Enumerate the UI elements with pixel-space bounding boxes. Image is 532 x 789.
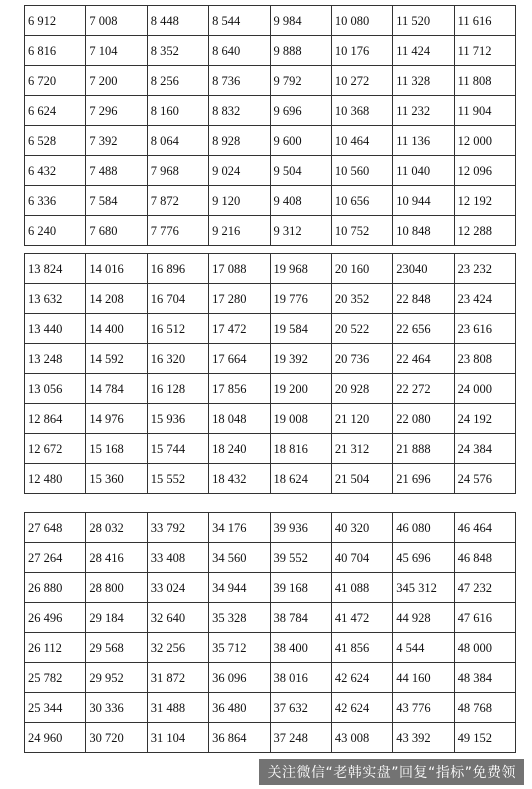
table-cell: 15 936 <box>147 404 208 434</box>
table-cell: 12 864 <box>25 404 86 434</box>
table-cell: 32 256 <box>147 633 208 663</box>
table-cell: 9 408 <box>270 186 331 216</box>
table-cell: 8 352 <box>147 36 208 66</box>
table-cell: 39 552 <box>270 543 331 573</box>
table-cell: 45 696 <box>393 543 454 573</box>
table-cell: 22 272 <box>393 374 454 404</box>
table-cell: 16 320 <box>147 344 208 374</box>
table-cell: 8 832 <box>209 96 270 126</box>
table-cell: 16 128 <box>147 374 208 404</box>
table-cell: 34 560 <box>209 543 270 573</box>
table-row <box>25 284 516 314</box>
table-cell: 41 088 <box>331 573 392 603</box>
table-cell: 18 432 <box>209 464 270 494</box>
table-cell: 14 400 <box>86 314 147 344</box>
table-cell: 33 792 <box>147 513 208 543</box>
table-cell: 30 336 <box>86 693 147 723</box>
table-cell: 38 784 <box>270 603 331 633</box>
table-cell: 23 808 <box>454 344 515 374</box>
table-cell: 17 472 <box>209 314 270 344</box>
table-cell: 21 504 <box>331 464 392 494</box>
table-row <box>25 543 516 573</box>
table-cell: 29 568 <box>86 633 147 663</box>
table-cell: 44 160 <box>393 663 454 693</box>
table-row <box>25 513 516 543</box>
table-cell: 40 320 <box>331 513 392 543</box>
table-cell: 29 184 <box>86 603 147 633</box>
table-cell: 8 256 <box>147 66 208 96</box>
table-cell: 46 080 <box>393 513 454 543</box>
table-cell: 22 080 <box>393 404 454 434</box>
table-cell: 6 432 <box>25 156 86 186</box>
table-cell: 43 392 <box>393 723 454 753</box>
table-cell: 36 864 <box>209 723 270 753</box>
table-cell: 41 856 <box>331 633 392 663</box>
table-cell: 43 008 <box>331 723 392 753</box>
table-cell: 10 176 <box>331 36 392 66</box>
table-cell: 33 024 <box>147 573 208 603</box>
table-row <box>25 663 516 693</box>
table-cell: 36 096 <box>209 663 270 693</box>
table-cell: 6 240 <box>25 216 86 246</box>
number-table-3 <box>24 512 516 753</box>
table-cell: 48 768 <box>454 693 515 723</box>
table-cell: 18 624 <box>270 464 331 494</box>
table-cell: 42 624 <box>331 663 392 693</box>
table-row <box>25 6 516 36</box>
table-cell: 21 888 <box>393 434 454 464</box>
table-cell: 38 016 <box>270 663 331 693</box>
table-cell: 19 008 <box>270 404 331 434</box>
table-row <box>25 404 516 434</box>
table-cell: 31 488 <box>147 693 208 723</box>
table-cell: 14 784 <box>86 374 147 404</box>
table-cell: 42 624 <box>331 693 392 723</box>
table-cell: 7 200 <box>86 66 147 96</box>
table-cell: 9 792 <box>270 66 331 96</box>
table-cell: 16 512 <box>147 314 208 344</box>
table-row <box>25 374 516 404</box>
table-cell: 14 016 <box>86 254 147 284</box>
table-cell: 9 312 <box>270 216 331 246</box>
table-cell: 9 504 <box>270 156 331 186</box>
table-cell: 6 720 <box>25 66 86 96</box>
table-cell: 17 664 <box>209 344 270 374</box>
table-cell: 18 816 <box>270 434 331 464</box>
table-cell: 30 720 <box>86 723 147 753</box>
table-cell: 22 848 <box>393 284 454 314</box>
table-cell: 23040 <box>393 254 454 284</box>
table-cell: 6 816 <box>25 36 86 66</box>
table-cell: 7 872 <box>147 186 208 216</box>
table-cell: 21 696 <box>393 464 454 494</box>
table-cell: 11 136 <box>393 126 454 156</box>
table-cell: 18 240 <box>209 434 270 464</box>
table-row <box>25 156 516 186</box>
table-cell: 24 576 <box>454 464 515 494</box>
table-cell: 25 344 <box>25 693 86 723</box>
table-cell: 37 632 <box>270 693 331 723</box>
table-cell: 47 616 <box>454 603 515 633</box>
table-cell: 12 000 <box>454 126 515 156</box>
table-cell: 15 360 <box>86 464 147 494</box>
table-row <box>25 464 516 494</box>
table-cell: 7 968 <box>147 156 208 186</box>
table-row <box>25 66 516 96</box>
table-cell: 35 712 <box>209 633 270 663</box>
table-cell: 17 856 <box>209 374 270 404</box>
table-cell: 8 928 <box>209 126 270 156</box>
table-row <box>25 126 516 156</box>
table-cell: 8 640 <box>209 36 270 66</box>
table-cell: 16 704 <box>147 284 208 314</box>
number-table-1 <box>24 5 516 246</box>
table-cell: 8 448 <box>147 6 208 36</box>
table-cell: 24 192 <box>454 404 515 434</box>
table-row <box>25 693 516 723</box>
table-cell: 10 752 <box>331 216 392 246</box>
table-cell: 11 328 <box>393 66 454 96</box>
table-cell: 41 472 <box>331 603 392 633</box>
table-cell: 10 272 <box>331 66 392 96</box>
table-cell: 49 152 <box>454 723 515 753</box>
table-cell: 43 776 <box>393 693 454 723</box>
table-cell: 11 712 <box>454 36 515 66</box>
table-cell: 10 944 <box>393 186 454 216</box>
table-cell: 34 176 <box>209 513 270 543</box>
table-cell: 18 048 <box>209 404 270 434</box>
table-cell: 23 616 <box>454 314 515 344</box>
table-row <box>25 254 516 284</box>
table-cell: 10 848 <box>393 216 454 246</box>
table-row <box>25 96 516 126</box>
table-cell: 7 584 <box>86 186 147 216</box>
table-cell: 29 952 <box>86 663 147 693</box>
table-cell: 32 640 <box>147 603 208 633</box>
table-cell: 38 400 <box>270 633 331 663</box>
table-cell: 37 248 <box>270 723 331 753</box>
table-cell: 28 800 <box>86 573 147 603</box>
table-cell: 10 560 <box>331 156 392 186</box>
table-cell: 26 880 <box>25 573 86 603</box>
table-cell: 13 248 <box>25 344 86 374</box>
table-cell: 15 552 <box>147 464 208 494</box>
table-cell: 12 096 <box>454 156 515 186</box>
table-cell: 9 888 <box>270 36 331 66</box>
table-cell: 13 632 <box>25 284 86 314</box>
table-cell: 8 064 <box>147 126 208 156</box>
table-cell: 6 528 <box>25 126 86 156</box>
table-cell: 23 232 <box>454 254 515 284</box>
table-cell: 24 384 <box>454 434 515 464</box>
table-cell: 17 088 <box>209 254 270 284</box>
table-cell: 21 312 <box>331 434 392 464</box>
table-cell: 11 904 <box>454 96 515 126</box>
table-row <box>25 434 516 464</box>
table-cell: 27 648 <box>25 513 86 543</box>
table-cell: 19 200 <box>270 374 331 404</box>
table-row <box>25 186 516 216</box>
table-cell: 14 208 <box>86 284 147 314</box>
table-row <box>25 36 516 66</box>
table-cell: 14 592 <box>86 344 147 374</box>
table-cell: 13 440 <box>25 314 86 344</box>
table-cell: 39 936 <box>270 513 331 543</box>
table-row <box>25 573 516 603</box>
table-cell: 20 160 <box>331 254 392 284</box>
table-cell: 12 192 <box>454 186 515 216</box>
table-cell: 36 480 <box>209 693 270 723</box>
table-cell: 20 352 <box>331 284 392 314</box>
table-cell: 23 424 <box>454 284 515 314</box>
table-cell: 8 160 <box>147 96 208 126</box>
table-cell: 17 280 <box>209 284 270 314</box>
table-cell: 19 392 <box>270 344 331 374</box>
table-cell: 12 288 <box>454 216 515 246</box>
table-cell: 10 080 <box>331 6 392 36</box>
table-cell: 13 824 <box>25 254 86 284</box>
table-cell: 9 696 <box>270 96 331 126</box>
table-cell: 7 104 <box>86 36 147 66</box>
table-cell: 47 232 <box>454 573 515 603</box>
table-cell: 9 024 <box>209 156 270 186</box>
table-cell: 33 408 <box>147 543 208 573</box>
table-row <box>25 633 516 663</box>
watermark-footer: 关注微信“老韩实盘”回复“指标”免费领 <box>259 759 524 785</box>
table-cell: 22 464 <box>393 344 454 374</box>
table-cell: 15 744 <box>147 434 208 464</box>
table-cell: 34 944 <box>209 573 270 603</box>
table-cell: 31 872 <box>147 663 208 693</box>
table-cell: 20 736 <box>331 344 392 374</box>
table-cell: 12 672 <box>25 434 86 464</box>
table-cell: 31 104 <box>147 723 208 753</box>
table-cell: 19 968 <box>270 254 331 284</box>
table-cell: 7 680 <box>86 216 147 246</box>
table-cell: 26 496 <box>25 603 86 633</box>
table-cell: 4 544 <box>393 633 454 663</box>
table-cell: 11 232 <box>393 96 454 126</box>
table-cell: 7 296 <box>86 96 147 126</box>
table-cell: 8 544 <box>209 6 270 36</box>
table-cell: 12 480 <box>25 464 86 494</box>
table-cell: 11 424 <box>393 36 454 66</box>
table-cell: 6 624 <box>25 96 86 126</box>
table-cell: 7 008 <box>86 6 147 36</box>
table-cell: 22 656 <box>393 314 454 344</box>
table-cell: 26 112 <box>25 633 86 663</box>
table-cell: 10 464 <box>331 126 392 156</box>
table-cell: 7 776 <box>147 216 208 246</box>
table-cell: 28 416 <box>86 543 147 573</box>
table-cell: 6 912 <box>25 6 86 36</box>
table-cell: 19 776 <box>270 284 331 314</box>
table-cell: 24 960 <box>25 723 86 753</box>
table-cell: 8 736 <box>209 66 270 96</box>
table-cell: 13 056 <box>25 374 86 404</box>
table-cell: 11 520 <box>393 6 454 36</box>
table-cell: 44 928 <box>393 603 454 633</box>
table-cell: 24 000 <box>454 374 515 404</box>
table-cell: 16 896 <box>147 254 208 284</box>
table-cell: 15 168 <box>86 434 147 464</box>
table-cell: 46 464 <box>454 513 515 543</box>
table-cell: 27 264 <box>25 543 86 573</box>
table-cell: 11 040 <box>393 156 454 186</box>
table-cell: 20 522 <box>331 314 392 344</box>
table-cell: 40 704 <box>331 543 392 573</box>
table-row <box>25 344 516 374</box>
table-cell: 48 384 <box>454 663 515 693</box>
table-cell: 9 600 <box>270 126 331 156</box>
table-cell: 345 312 <box>393 573 454 603</box>
number-table-2 <box>24 253 516 494</box>
table-row <box>25 723 516 753</box>
table-cell: 11 616 <box>454 6 515 36</box>
table-row <box>25 314 516 344</box>
table-cell: 46 848 <box>454 543 515 573</box>
table-cell: 10 368 <box>331 96 392 126</box>
table-cell: 25 782 <box>25 663 86 693</box>
table-cell: 9 216 <box>209 216 270 246</box>
table-cell: 48 000 <box>454 633 515 663</box>
table-cell: 10 656 <box>331 186 392 216</box>
table-cell: 19 584 <box>270 314 331 344</box>
table-cell: 35 328 <box>209 603 270 633</box>
table-row <box>25 216 516 246</box>
table-cell: 6 336 <box>25 186 86 216</box>
table-cell: 39 168 <box>270 573 331 603</box>
table-row <box>25 603 516 633</box>
table-cell: 21 120 <box>331 404 392 434</box>
table-cell: 9 984 <box>270 6 331 36</box>
table-cell: 14 976 <box>86 404 147 434</box>
table-cell: 11 808 <box>454 66 515 96</box>
table-cell: 9 120 <box>209 186 270 216</box>
table-cell: 20 928 <box>331 374 392 404</box>
table-cell: 28 032 <box>86 513 147 543</box>
table-cell: 7 488 <box>86 156 147 186</box>
table-cell: 7 392 <box>86 126 147 156</box>
